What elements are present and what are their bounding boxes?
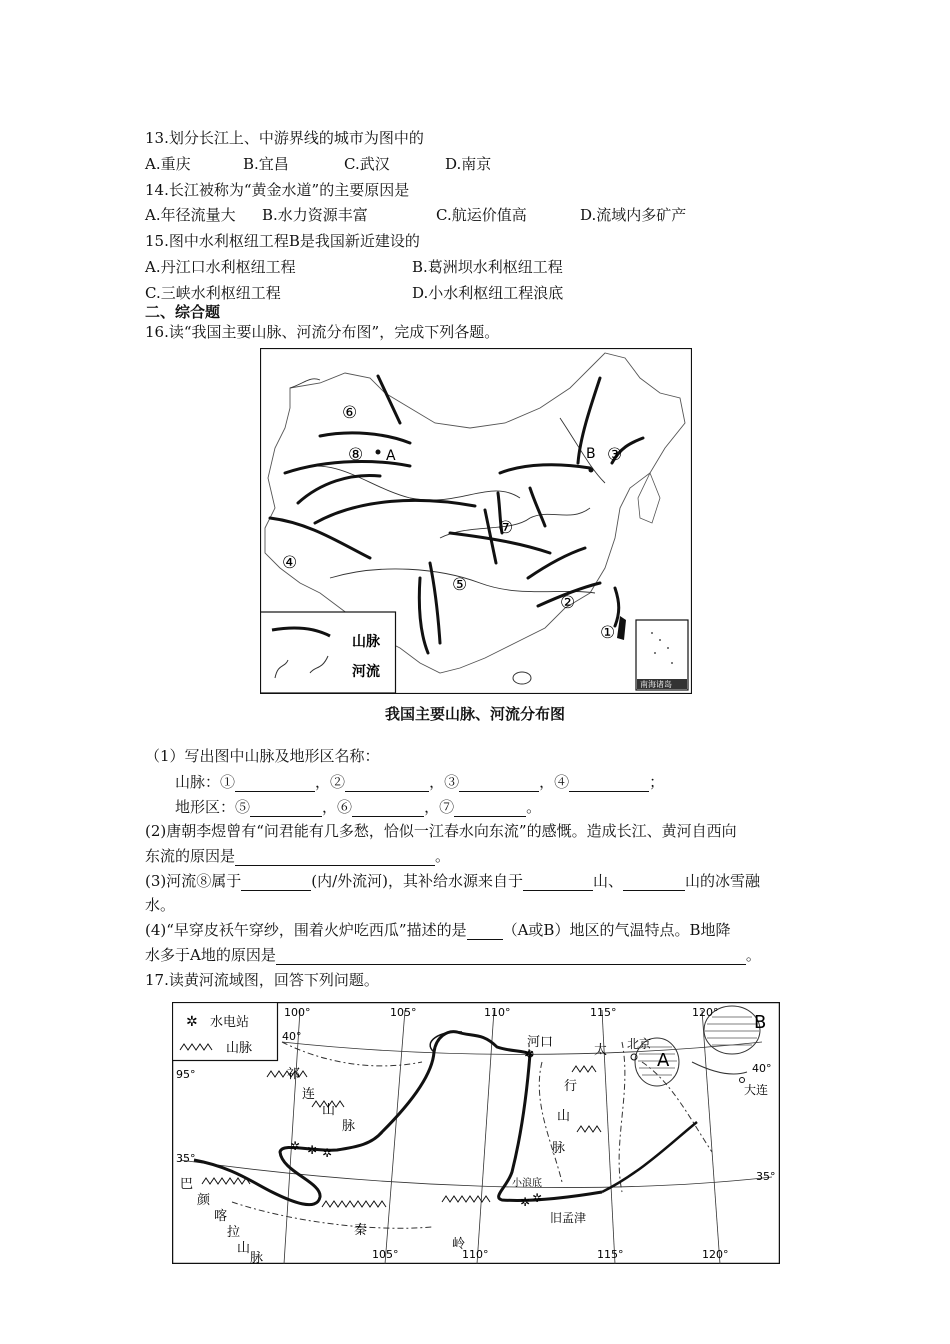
q14-option-a: A.年径流量大 [145,206,236,224]
q16-mountains-line: 山脉：① ，② ，③ ，④ ； [175,773,665,791]
place-hekou: 河口 [527,1035,554,1050]
place-dalian: 大连 [744,1083,769,1097]
label-2: ② [560,593,576,613]
label-6: ⑥ [342,403,358,423]
point-b [589,468,594,473]
q13-option-d: D.南京 [445,155,492,173]
lon-top-100: 100° [284,1006,311,1019]
q14-option-c: C.航运价值高 [436,206,527,224]
station-icon: ✲ [307,1143,318,1157]
regions-prefix: 地形区： [175,798,236,816]
station-icon: ✲ [524,1047,535,1061]
blank-mountain-2[interactable] [345,775,429,792]
lat-40-right: 40° [752,1062,772,1075]
legend-station-icon: ✲ [186,1014,198,1030]
qilian-2: 连 [302,1087,316,1102]
label-3: ③ [607,445,623,465]
sub3-part-c: 山、 [593,872,624,890]
taihang-3: 山 [557,1109,571,1124]
label-a: A [386,448,396,464]
q16-sub2-line2 [145,846,450,866]
legend-river-label: 河流 [352,664,380,680]
label-b: B [586,446,596,462]
q13-stem: 13.划分长江上、中游界线的城市为图中的 [145,129,424,147]
blank-mountain-1[interactable] [235,775,315,792]
blank-region-7[interactable] [454,800,526,817]
q16-sub4-line1 [145,920,730,940]
q13-option-a: A.重庆 [145,155,191,173]
bayan-1: 巴 [180,1177,194,1192]
legend-mountain-label: 山脉 [352,634,380,650]
bayan-3: 喀 [214,1209,228,1224]
regions-end: 。 [526,798,542,816]
sub3-part-b: (内/外流河)，其补给水源来自于 [311,872,524,890]
taihang-2: 行 [564,1079,578,1094]
label-1: ① [600,623,616,643]
label-5: ⑤ [452,575,468,595]
blank-sub4-2[interactable] [276,948,746,965]
lon-bottom-105: 105° [372,1248,399,1261]
bayan-4: 拉 [227,1225,241,1240]
blank-sub2[interactable] [235,849,435,866]
qinling-1: 秦 [354,1223,368,1238]
mountain-2: ② [330,773,346,791]
label-8: ⑧ [348,445,364,465]
yellow-river-basin-map [172,1002,780,1264]
place-jiumengjin: 旧孟津 [550,1211,587,1225]
label-7: ⑦ [498,518,514,538]
lon-top-120: 120° [692,1006,719,1019]
blank-sub3-3[interactable] [623,874,685,891]
lon-top-105: 105° [390,1006,417,1019]
lon-top-110: 110° [484,1006,511,1019]
q16-stem: 16.读“我国主要山脉、河流分布图”，完成下列各题。 [145,323,500,341]
qinling-2: 岭 [452,1237,466,1252]
mountains-prefix: 山脉： [175,773,221,791]
q16-regions-line: 地形区：⑤ ，⑥ ，⑦ 。 [175,798,542,816]
lon-bottom-120: 120° [702,1248,729,1261]
station-icon: ✲ [520,1195,531,1209]
label-4: ④ [282,553,298,573]
sub4-part-c: 水多于A地的原因是 [145,946,276,964]
q13-option-b: B.宜昌 [243,155,289,173]
section-heading: 二、综合题 [145,303,221,321]
taihang-1: 太 [594,1043,608,1058]
inset-label: 南海诸岛 [640,680,672,689]
legend-station-label: 水电站 [210,1015,250,1030]
mountains-end: ； [649,773,665,791]
q14-option-b: B.水力资源丰富 [262,206,368,224]
map2-legend [173,1003,278,1061]
blank-sub3-2[interactable] [523,874,593,891]
region-6: ⑥ [337,798,353,816]
lat-35-left: 35° [176,1152,196,1165]
map-legend [261,612,396,693]
lon-bottom-115: 115° [597,1248,624,1261]
blank-sub4-1[interactable] [467,923,503,940]
bayan-5: 山 [237,1241,251,1256]
blank-sub3-1[interactable] [241,874,311,891]
region-7: ⑦ [439,798,455,816]
sub2-end: 。 [435,847,451,865]
q15-option-b: B.葛洲坝水利枢纽工程 [412,258,563,276]
mountain-3: ③ [444,773,460,791]
q16-sub3-line1 [145,871,760,891]
q14-stem: 14.长江被称为“黄金水道”的主要原因是 [145,181,410,199]
station-icon: ✲ [532,1191,543,1205]
bayan-2: 颜 [197,1193,211,1208]
blank-region-5[interactable] [250,800,322,817]
blank-mountain-4[interactable] [569,775,649,792]
q16-sub3-line2: 水。 [145,896,176,914]
q14-option-d: D.流域内多矿产 [580,206,687,224]
q15-option-d: D.小水利枢纽工程浪底 [412,284,564,302]
lon-bottom-110: 110° [462,1248,489,1261]
map1-caption: 我国主要山脉、河流分布图 [384,705,565,723]
q16-sub4-line2 [145,945,761,965]
taihang-4: 脉 [552,1141,566,1156]
mountain-1: ① [220,773,236,791]
region-5: ⑤ [235,798,251,816]
point-a [376,450,381,455]
lon-top-115: 115° [590,1006,617,1019]
qilian-4: 脉 [342,1119,356,1134]
q15-option-c: C.三峡水利枢纽工程 [145,284,281,302]
china-mountain-river-map [260,348,692,694]
place-xiaolangdi: 小浪底 [512,1178,542,1189]
station-icon: ✲ [290,1139,301,1153]
sub2-text: 东流的原因是 [145,847,236,865]
legend-mountain-label: 山脉 [226,1041,253,1056]
sub4-part-b: （A或B）地区的气温特点。B地降 [502,921,731,939]
q16-sub2-line1: (2)唐朝李煜曾有“问君能有几多愁，恰似一江春水向东流”的感慨。造成长江、黄河自西向 [145,822,737,840]
bayan-6: 脉 [250,1251,264,1264]
blank-region-6[interactable] [352,800,424,817]
sub3-part-d: 山的冰雪融 [685,872,761,890]
blank-mountain-3[interactable] [459,775,539,792]
station-icon: ✲ [322,1146,333,1160]
zone-a-label: A [657,1050,670,1071]
place-beijing: 北京 [627,1037,652,1051]
q13-option-c: C.武汉 [344,155,390,173]
q17-stem: 17.读黄河流域图，回答下列问题。 [145,971,379,989]
mountain-4: ④ [554,773,570,791]
q16-sub1: （1）写出图中山脉及地形区名称： [145,747,380,765]
lat-35-right: 35° [756,1170,776,1183]
qilian-3: 山 [322,1103,336,1118]
q15-stem: 15.图中水利枢纽工程B是我国新近建设的 [145,232,420,250]
q15-option-a: A.丹江口水利枢纽工程 [145,258,296,276]
sub4-part-a: (4)“早穿皮袄午穿纱，围着火炉吃西瓜”描述的是 [145,921,467,939]
lon-95-left: 95° [176,1068,196,1081]
lat-40-left: 40° [282,1030,302,1043]
sub4-end: 。 [745,946,761,964]
sub3-part-a: (3)河流⑧属于 [145,872,242,890]
qilian-1: 祁 [287,1067,301,1082]
zone-b-label: B [754,1012,767,1033]
